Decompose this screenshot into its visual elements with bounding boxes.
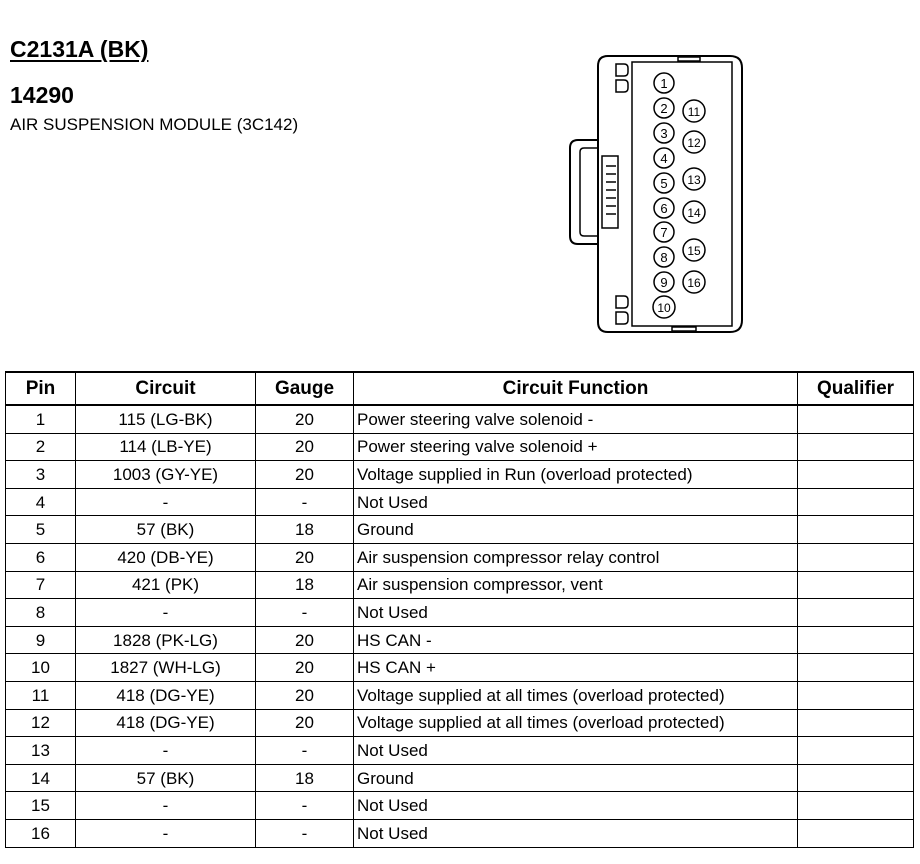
connector-title: C2131A (BK) [10,36,149,62]
table-row [6,433,914,461]
header-gauge: Gauge [256,372,354,405]
gauge-cell: 20 [256,626,354,654]
pin-cell: 6 [6,543,76,571]
svg-text:8: 8 [660,250,668,265]
circuit-cell: 420 (DB-YE) [76,543,256,571]
svg-text:14: 14 [687,206,701,220]
pin-cell: 7 [6,571,76,599]
circuit-function-cell: Not Used [354,792,798,820]
table-row [6,543,914,571]
pin-cell: 2 [6,433,76,461]
svg-text:11: 11 [687,105,701,119]
pin-cavity [654,98,674,118]
circuit-cell: - [76,599,256,627]
pin-cell: 16 [6,819,76,847]
circuit-function-cell: HS CAN - [354,626,798,654]
qualifier-cell [798,626,914,654]
svg-text:7: 7 [660,225,668,240]
pin-cell: 11 [6,681,76,709]
header-pin: Pin [6,372,76,405]
gauge-cell: 20 [256,543,354,571]
pin-cavity [654,148,674,168]
table-row [6,461,914,489]
gauge-cell: - [256,599,354,627]
circuit-function-cell: Ground [354,516,798,544]
qualifier-cell [798,488,914,516]
table-row [6,654,914,682]
pin-cell: 9 [6,626,76,654]
gauge-cell: 18 [256,764,354,792]
connector-face-diagram [560,48,760,340]
pin-cell: 10 [6,654,76,682]
pin-cavity [654,272,674,292]
part-number: 14290 [10,82,74,108]
table-row [6,599,914,627]
circuit-function-cell: Air suspension compressor relay control [354,543,798,571]
qualifier-cell [798,405,914,433]
pin-cavity [654,73,674,93]
gauge-cell: - [256,737,354,765]
pin-cell: 3 [6,461,76,489]
qualifier-cell [798,819,914,847]
circuit-function-cell: Not Used [354,599,798,627]
table-row [6,792,914,820]
pin-cell: 13 [6,737,76,765]
pin-cell: 15 [6,792,76,820]
gauge-cell: 20 [256,405,354,433]
qualifier-cell [798,792,914,820]
circuit-cell: 114 (LB-YE) [76,433,256,461]
gauge-cell: - [256,488,354,516]
qualifier-cell [798,654,914,682]
circuit-function-cell: HS CAN + [354,654,798,682]
gauge-cell: 18 [256,571,354,599]
table-row [6,571,914,599]
svg-text:4: 4 [660,151,668,166]
circuit-cell: 1003 (GY-YE) [76,461,256,489]
table-row [6,737,914,765]
gauge-cell: 20 [256,461,354,489]
circuit-cell: 1827 (WH-LG) [76,654,256,682]
table-row [6,516,914,544]
pin-cell: 4 [6,488,76,516]
header-circuit-function: Circuit Function [354,372,798,405]
svg-text:6: 6 [660,201,668,216]
table-row [6,405,914,433]
svg-text:9: 9 [660,275,668,290]
pin-cavity [683,131,705,153]
svg-text:12: 12 [687,136,701,150]
qualifier-cell [798,764,914,792]
circuit-function-cell: Not Used [354,488,798,516]
pin-cavity [654,198,674,218]
circuit-cell: - [76,819,256,847]
gauge-cell: 18 [256,516,354,544]
table-row [6,488,914,516]
circuit-function-cell: Power steering valve solenoid - [354,405,798,433]
circuit-function-cell: Ground [354,764,798,792]
pin-cavity [654,222,674,242]
pin-cell: 14 [6,764,76,792]
pin-cavity [683,201,705,223]
circuit-function-cell: Power steering valve solenoid + [354,433,798,461]
circuit-function-cell: Voltage supplied at all times (overload protected) [354,681,798,709]
circuit-cell: 418 (DG-YE) [76,709,256,737]
svg-text:3: 3 [660,126,668,141]
qualifier-cell [798,709,914,737]
circuit-function-cell: Voltage supplied at all times (overload protected) [354,709,798,737]
circuit-function-cell: Not Used [354,819,798,847]
circuit-function-cell: Air suspension compressor, vent [354,571,798,599]
svg-text:13: 13 [687,173,701,187]
pin-cavity [683,100,705,122]
qualifier-cell [798,461,914,489]
qualifier-cell [798,516,914,544]
table-row [6,819,914,847]
circuit-cell: 1828 (PK-LG) [76,626,256,654]
pin-cavity [683,271,705,293]
svg-text:10: 10 [657,301,671,315]
qualifier-cell [798,433,914,461]
svg-text:2: 2 [660,101,668,116]
pin-cell: 1 [6,405,76,433]
pin-cavity [654,247,674,267]
table-row [6,709,914,737]
circuit-cell: - [76,737,256,765]
table-row [6,626,914,654]
circuit-cell: - [76,792,256,820]
pin-cavity [683,168,705,190]
pinout-table [5,371,914,848]
circuit-cell: 57 (BK) [76,516,256,544]
gauge-cell: - [256,819,354,847]
header-circuit: Circuit [76,372,256,405]
svg-text:5: 5 [660,176,668,191]
qualifier-cell [798,599,914,627]
qualifier-cell [798,571,914,599]
gauge-cell: 20 [256,654,354,682]
table-header-row [6,372,914,405]
pin-cell: 8 [6,599,76,627]
circuit-function-cell: Not Used [354,737,798,765]
circuit-cell: 115 (LG-BK) [76,405,256,433]
circuit-cell: 418 (DG-YE) [76,681,256,709]
circuit-cell: - [76,488,256,516]
qualifier-cell [798,543,914,571]
circuit-cell: 57 (BK) [76,764,256,792]
pin-cavity [653,296,675,318]
header-qualifier: Qualifier [798,372,914,405]
gauge-cell: 20 [256,681,354,709]
gauge-cell: - [256,792,354,820]
module-name: AIR SUSPENSION MODULE (3C142) [10,115,299,134]
circuit-cell: 421 (PK) [76,571,256,599]
table-row [6,681,914,709]
table-row [6,764,914,792]
svg-text:15: 15 [687,244,701,258]
gauge-cell: 20 [256,709,354,737]
pin-cavity [654,173,674,193]
pin-cell: 5 [6,516,76,544]
svg-text:1: 1 [660,76,668,91]
qualifier-cell [798,737,914,765]
pin-cavity [654,123,674,143]
gauge-cell: 20 [256,433,354,461]
pin-cavity [683,239,705,261]
circuit-function-cell: Voltage supplied in Run (overload protected) [354,461,798,489]
pin-cell: 12 [6,709,76,737]
qualifier-cell [798,681,914,709]
svg-text:16: 16 [687,276,701,290]
